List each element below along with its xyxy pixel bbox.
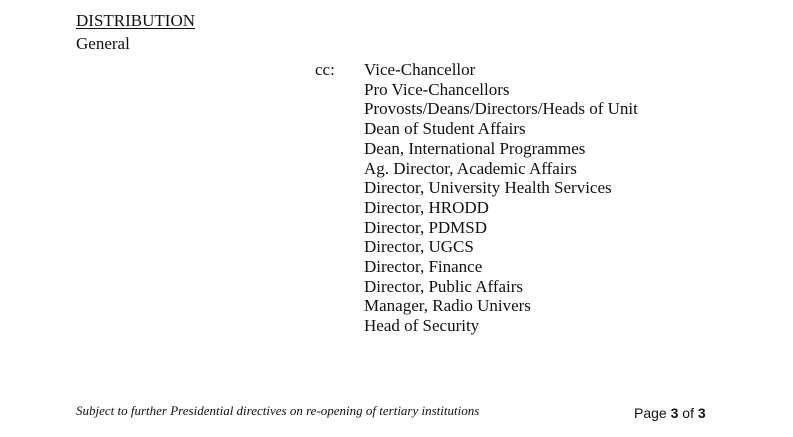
cc-recipient: Director, PDMSD <box>364 217 488 237</box>
distribution-value: General <box>76 34 130 53</box>
cc-recipient: Vice-Chancellor <box>364 60 476 79</box>
cc-recipient: Manager, Radio Univers <box>364 296 531 316</box>
page-current: 3 <box>670 405 679 421</box>
cc-recipient: Dean, International Programmes <box>364 138 586 158</box>
cc-recipient-list <box>364 60 638 336</box>
cc-recipient: Director, HRODD <box>364 197 489 217</box>
page-word: Page <box>634 405 667 421</box>
page-of: of <box>682 405 694 421</box>
distribution-heading: DISTRIBUTION <box>76 11 195 30</box>
cc-recipient: Director, UGCS <box>364 237 474 257</box>
cc-recipient: Dean of Student Affairs <box>364 119 526 139</box>
cc-label: cc: <box>315 60 335 79</box>
cc-recipient: Director, Finance <box>364 257 483 277</box>
footer-note: Subject to further Presidential directives on re-opening of tertiary institutions <box>76 403 480 418</box>
cc-recipient: Director, Public Affairs <box>364 276 524 296</box>
cc-recipient: Pro Vice-Chancellors <box>364 79 510 99</box>
cc-recipient: Ag. Director, Academic Affairs <box>364 158 577 178</box>
cc-recipient: Director, University Health Services <box>364 178 612 198</box>
page-total: 3 <box>697 405 706 421</box>
cc-recipient: Head of Security <box>364 316 480 336</box>
cc-recipient: Provosts/Deans/Directors/Heads of Unit <box>364 99 638 119</box>
page-number <box>634 405 706 421</box>
